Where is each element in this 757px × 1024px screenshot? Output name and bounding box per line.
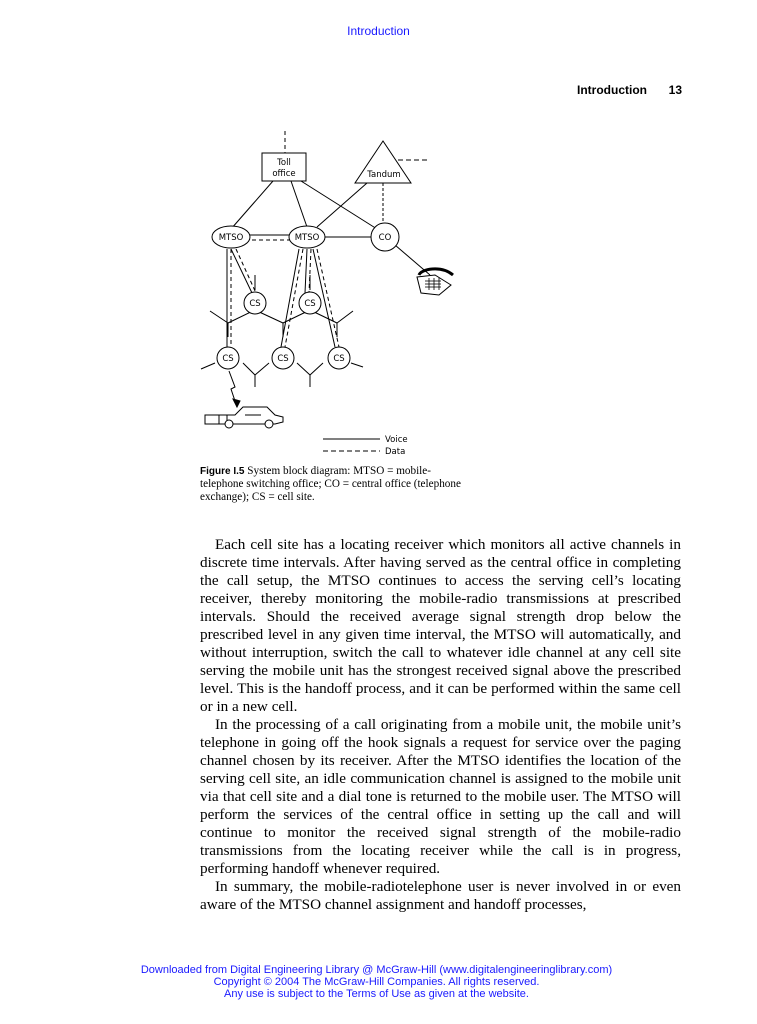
paragraph: Each cell site has a locating receiver which monitors all active channels in discrete time intervals. After having served as the central office in completing the call setup, the MTSO continues to access the serving cell’s locating receiver, thereby monitoring the mobile-radio transmissions at prescribed intervals. Should the received average signal strength drop below the prescribed level in any given time interval, the MTSO will automatically, and without interruption, switch the call to whatever idle channel at any cell site serving the mobile unit has the strongest received signal above the prescribed level. This is the handoff process, and it can be performed within the same cell or in a new cell.	[200, 536, 681, 715]
toll-mtso-left-line	[231, 181, 273, 229]
link-mtso-cs	[231, 249, 252, 293]
figure-caption-label: Figure I.5	[200, 466, 245, 477]
toll-office-label-2: office	[272, 169, 296, 179]
co-label: CO	[378, 233, 392, 243]
legend-data-label: Data	[385, 447, 406, 457]
toll-office-label: Toll	[277, 158, 291, 168]
footer-copyright[interactable]: Copyright © 2004 The McGraw-Hill Companies. All rights reserved.	[213, 976, 540, 988]
cs-label: CS	[277, 354, 289, 364]
cs-label: CS	[222, 354, 234, 364]
legend-voice-label: Voice	[385, 435, 408, 445]
link-mtso-cs-data	[236, 249, 256, 293]
figure-caption	[200, 465, 465, 504]
footer-terms[interactable]: Any use is subject to the Terms of Use as given at the website.	[224, 988, 529, 1000]
mtso-center-label: MTSO	[294, 233, 320, 243]
footer	[0, 964, 757, 1000]
telephone-icon	[417, 269, 453, 295]
body-text	[200, 536, 681, 914]
running-head-title: Introduction	[577, 83, 647, 97]
radio-link-arrow	[233, 399, 240, 407]
system-block-diagram	[195, 125, 455, 460]
mobile-car-icon	[205, 407, 283, 428]
link-mtso-cs	[305, 249, 307, 293]
tandem-mtso-line	[317, 183, 367, 227]
link-mtso-cs	[281, 249, 299, 347]
toll-mtso-center-line	[291, 181, 307, 227]
cs-label: CS	[249, 299, 261, 309]
figure-caption-text: System block diagram: MTSO = mobile-telephone switching office; CO = central office (telephone exchange); CS = cell site.	[200, 465, 461, 503]
page-number: 13	[668, 83, 682, 97]
header-link[interactable]: Introduction	[347, 24, 410, 38]
footer-download-link[interactable]: Downloaded from Digital Engineering Library @ McGraw-Hill (www.digitalengineeringlibrary.com)	[140, 964, 613, 976]
cs-label: CS	[333, 354, 345, 364]
paragraph: In the processing of a call originating from a mobile unit, the mobile unit’s telephone in going off the hook signals a request for service over the paging channel chosen by its receiver. After the MTSO identifies the location of the serving cell site, an idle communication channel is assigned to the mobile unit via that cell site and a dial tone is returned to the mobile user. The MTSO will perform the services of the central office in setting up the call and will continue to monitor the received signal strength of the mobile-radio transmissions from the locating receiver while the call is in progress, performing handoff whenever required.	[200, 716, 681, 877]
cell-grid	[201, 275, 363, 387]
toll-co-line	[301, 181, 377, 229]
cs-label: CS	[304, 299, 316, 309]
paragraph: In summary, the mobile-radiotelephone user is never involved in or even aware of the MTSO channel assignment and handoff processes,	[200, 878, 681, 913]
tandem-label: Tandum	[367, 170, 401, 180]
mtso-left-label: MTSO	[218, 233, 244, 243]
